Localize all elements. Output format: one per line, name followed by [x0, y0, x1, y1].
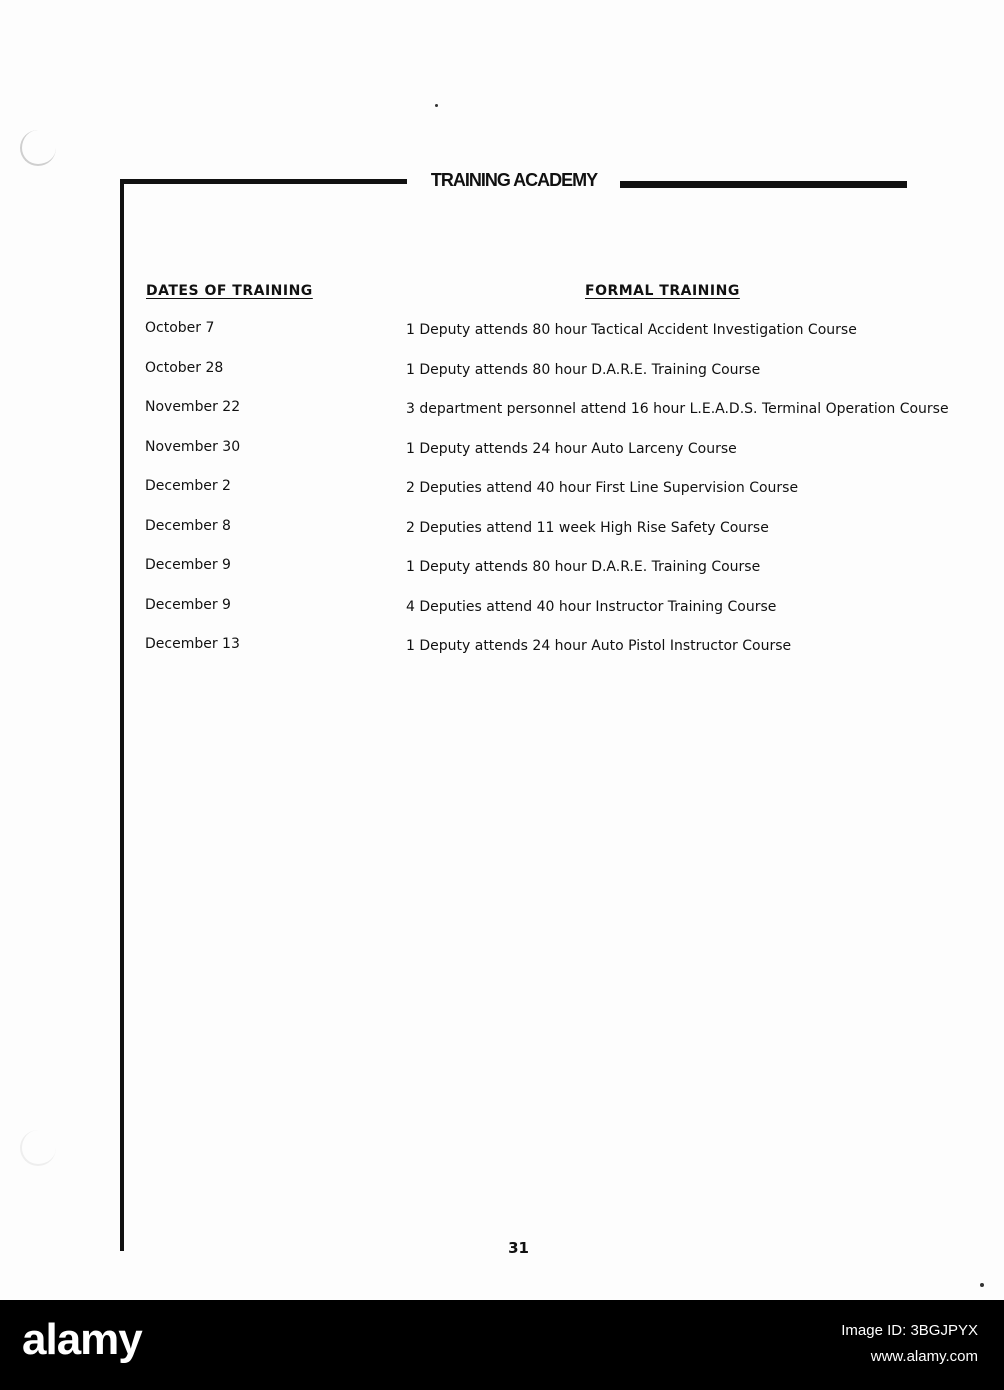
- page-title: TRAINING ACADEMY: [430, 170, 598, 190]
- list-item: [0, 360, 1004, 400]
- training-date: November 30: [145, 438, 241, 455]
- dates-column-header: DATES OF TRAINING: [146, 283, 313, 299]
- training-date: December 9: [145, 596, 231, 613]
- list-item: [0, 478, 1004, 518]
- watermark-url: www.alamy.com: [870, 1348, 978, 1365]
- list-item: [0, 636, 1004, 676]
- page-number: 31: [508, 1239, 529, 1257]
- training-date: December 9: [145, 557, 231, 573]
- training-description: 1 Deputy attends 80 hour D.A.R.E. Training Course: [406, 559, 761, 575]
- list-item: [0, 557, 1004, 597]
- training-date: December 2: [145, 478, 231, 494]
- training-description: 2 Deputies attend 40 hour First Line Supervision Course: [406, 480, 799, 496]
- header-rule-right: [620, 181, 907, 188]
- ink-speck: [980, 1283, 984, 1287]
- training-date: November 22: [145, 399, 241, 415]
- training-description: 1 Deputy attends 24 hour Auto Pistol Instructor Course: [406, 638, 792, 654]
- watermark-image-id: Image ID: 3BGJPYX: [841, 1322, 978, 1339]
- training-list: [0, 320, 1004, 676]
- list-item: [0, 439, 1004, 479]
- watermark-bar: [0, 1300, 1004, 1390]
- ink-speck: [435, 104, 438, 107]
- training-description: 1 Deputy attends 80 hour D.A.R.E. Training Course: [406, 361, 761, 378]
- binder-hole-bottom: [20, 1130, 56, 1166]
- training-date: October 7: [145, 320, 215, 336]
- watermark-logo: alamy: [22, 1315, 142, 1364]
- training-date: December 8: [145, 517, 231, 534]
- training-date: December 13: [145, 636, 240, 652]
- list-item: [0, 518, 1004, 558]
- list-item: [0, 320, 1004, 360]
- binder-hole-top: [20, 130, 56, 166]
- training-date: October 28: [145, 359, 224, 376]
- header-rule-left: [120, 179, 407, 184]
- training-description: 1 Deputy attends 24 hour Auto Larceny Course: [406, 440, 737, 457]
- list-item: [0, 399, 1004, 439]
- training-description: 1 Deputy attends 80 hour Tactical Accident Investigation Course: [406, 322, 857, 338]
- training-description: 4 Deputies attend 40 hour Instructor Training Course: [406, 598, 777, 615]
- training-description: 3 department personnel attend 16 hour L.E.A.D.S. Terminal Operation Course: [406, 401, 949, 417]
- training-description: 2 Deputies attend 11 week High Rise Safety Course: [406, 519, 769, 536]
- formal-training-column-header: FORMAL TRAINING: [585, 283, 740, 299]
- list-item: [0, 597, 1004, 637]
